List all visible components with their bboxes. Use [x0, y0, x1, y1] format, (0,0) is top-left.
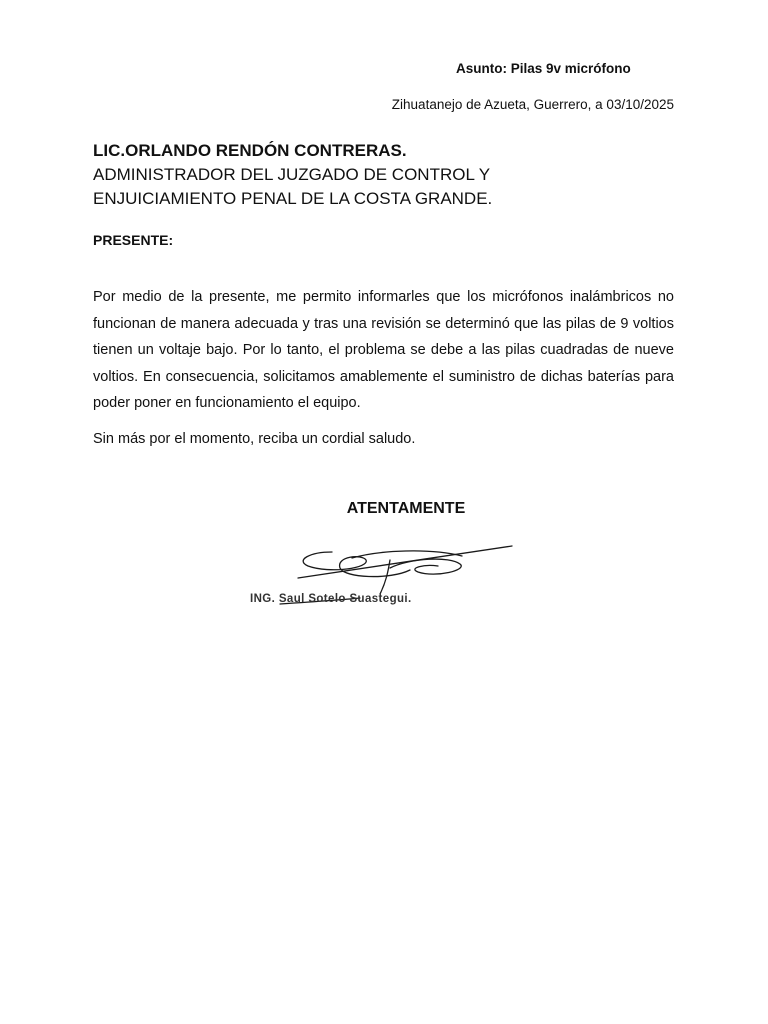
signer-name: ING. Saul Sotelo Suastegui. — [250, 593, 412, 605]
salutation: PRESENTE: — [93, 232, 174, 248]
body-paragraph: Por medio de la presente, me permito informarles que los micrófonos inalámbricos no funcionan de manera adecuada y tras una revisión se determinó que las pilas de 9 voltios tienen un voltaje bajo. Por lo tanto, el problema se debe a las pilas cuadradas de nueve voltios. En consecuencia, solicitamos amablemente el suministro de dichas baterías para poder poner en funcionamiento el equipo. — [93, 289, 674, 411]
closing-line: Sin más por el momento, reciba un cordial saludo. — [93, 431, 416, 447]
handwritten-signature — [240, 538, 530, 618]
addressee-name: LIC.ORLANDO RENDÓN CONTRERAS. — [93, 141, 407, 160]
addressee-block — [93, 139, 492, 211]
signature-block — [240, 538, 530, 618]
addressee-role-line-2: ENJUICIAMIENTO PENAL DE LA COSTA GRANDE. — [93, 189, 493, 208]
sign-off-label: ATENTAMENTE — [346, 500, 466, 517]
place-and-date: Zihuatanejo de Azueta, Guerrero, a 03/10/2025 — [391, 97, 674, 112]
subject-line: Asunto: Pilas 9v micrófono — [456, 61, 631, 76]
addressee-role-line-1: ADMINISTRADOR DEL JUZGADO DE CONTROL Y — [93, 165, 491, 184]
